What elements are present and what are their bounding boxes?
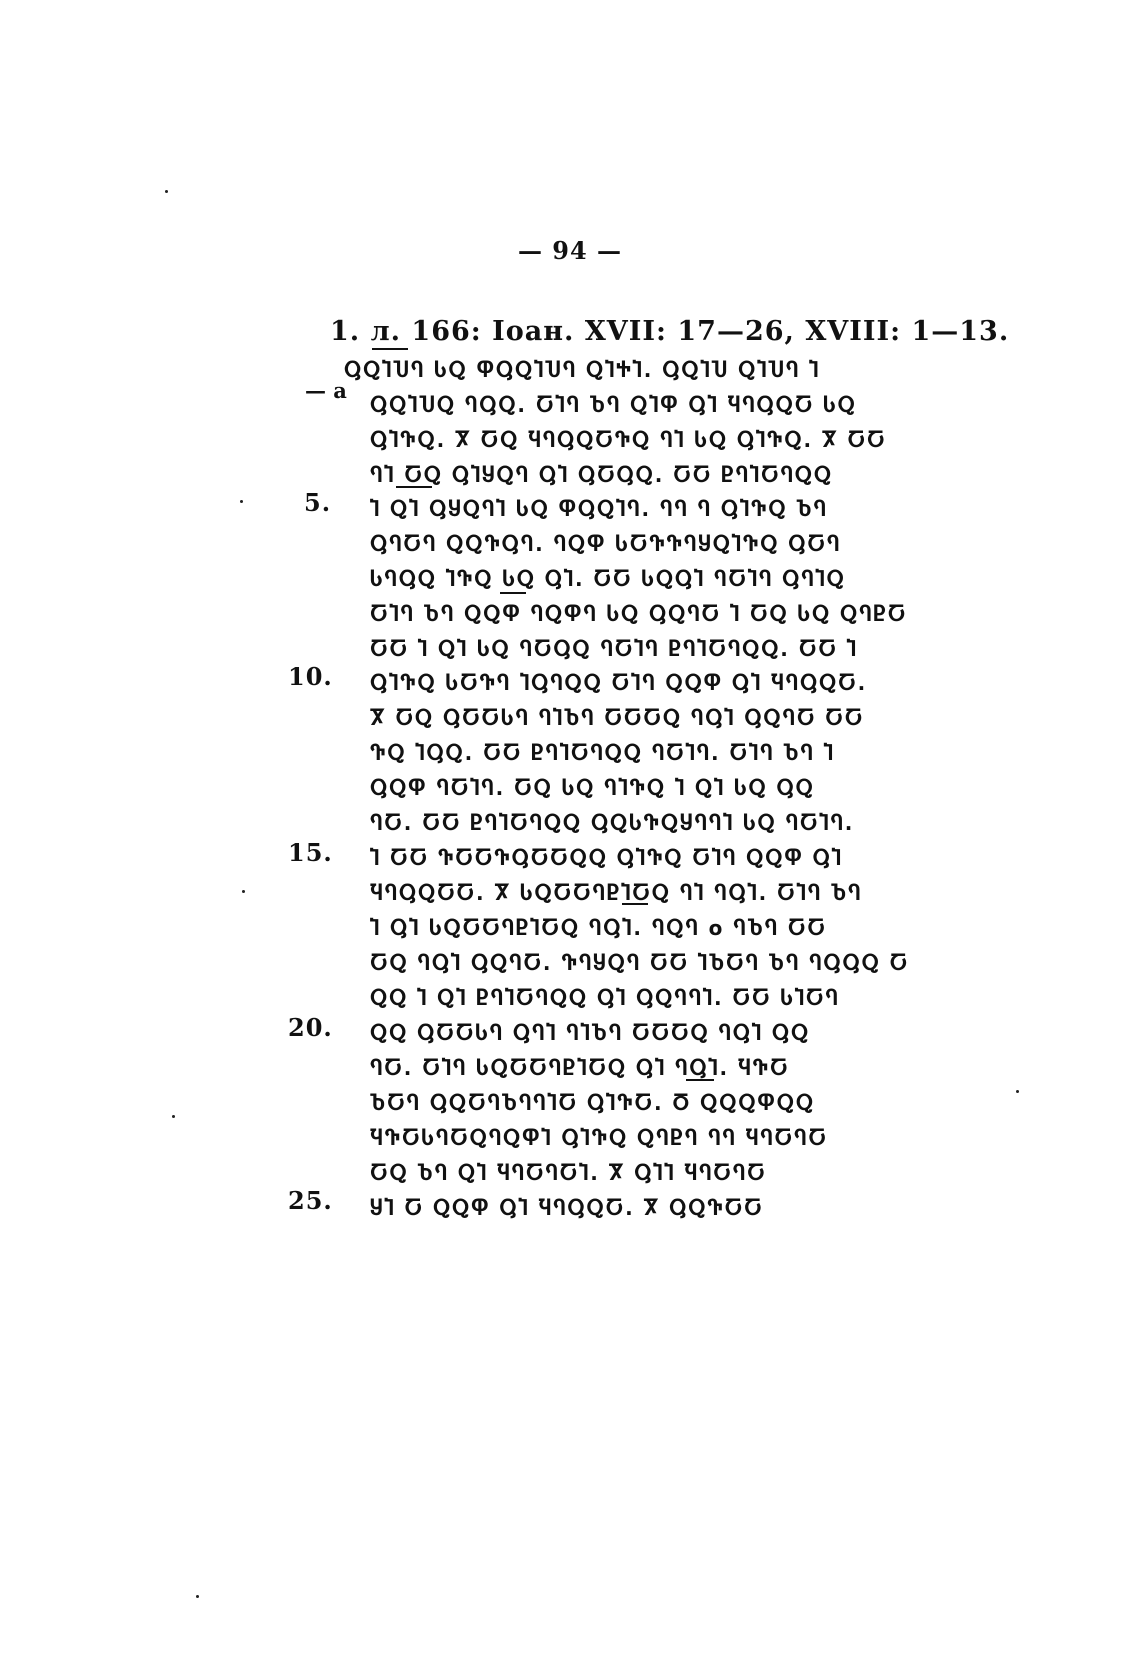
- scan-speck: [196, 1595, 199, 1598]
- text-line: ႸႨ Ⴀ ႭႭႴ ႳႨ ႯႤႳႭႠ. Ⴟ ႳႭႥႠႠ: [370, 1196, 764, 1220]
- text-line: ႯႤႳႭႠႠ. Ⴟ ႱႭႠႠႤႲႨႠႭ ႤႨ ႤႳႨ. ႠႨႤ ႦႤ: [370, 881, 863, 905]
- line-number-15: 15.: [288, 838, 333, 867]
- text-line: ႠႠ Ⴈ ႭႨ ႱႭ ႤႠႳႭ ႤႠႨႤ ႲႤႨႠႤႭႭ. ႠႠ Ⴈ: [370, 637, 858, 661]
- text-line: ႠႭ ႦႤ ႭႨ ႯႤႠႤႠႨ. Ⴟ ႳႨႨ ႯႤႠႤႠ: [370, 1161, 767, 1185]
- line-number-25: 25.: [288, 1186, 333, 1215]
- scan-speck: [172, 1115, 175, 1118]
- text-line: Ⴈ ႳႨ ႱႭႠႠႤႲႨႠႭ ႤႳႨ. ႤႭႤ o ႤႦႤ ႠႠ: [370, 916, 827, 940]
- page-number: — 94 —: [517, 236, 623, 265]
- text-line: ႳႤႠႤ ႭႭႥႳႤ. ႤႭႴ ႱႠႥႥႤႸႭႨႥႭ ႳႠႤ: [370, 532, 842, 556]
- first-line-prefix: — а: [305, 378, 347, 403]
- line-number-10: 10.: [288, 662, 333, 691]
- overline-mark: [372, 348, 408, 350]
- text-line: ႯႥႠႱႤႠႭႤႭႴႨ ႳႨႥႭ ႭႤႲႤ ႤႤ ႯႤႠႤႠ: [370, 1126, 828, 1150]
- text-line: ႤႠ. ႠႨႤ ႱႭႠႠႤႲႨႠႭ ႳႨ ႤႳႨ. ႯႥႠ: [370, 1056, 790, 1080]
- text-line: ႳႭႴ ႤႠႨႤ. ႠႭ ႱႭ ႤႨႥႭ Ⴈ ႭႨ ႱႭ ႳႭ: [370, 776, 815, 800]
- text-line: ႠႨႤ ႦႤ ႭႭႴ ႤႭႴႤ ႱႭ ႳႭႤႠ Ⴈ ႠႭ ႱႭ ႭႤႲႠ: [370, 602, 908, 626]
- heading: 1. л. 166: Іоан. XVII: 17—26, XVIII: 1—13.: [330, 316, 1010, 347]
- text-line: ႳႭႨႮႤ ႱႭ ႴႳႭႨႮႤ ႭႨႵႨ. ႳႭႨႮ ႭႨႮႤ Ⴈ: [344, 358, 821, 382]
- text-line: Ⴟ ႠႭ ႳႠႠႱႤ ႤႨႦႤ ႠႠႠႭ ႤႳႨ ႳႭႤႠ ႠႠ: [370, 706, 865, 730]
- text-line: ႳႨႥႭ. Ⴟ ႠႭ ႯႤႳႭႠႥႭ ႤႨ ႱႭ ႳႨႥႭ. Ⴟ ႠႠ: [370, 428, 887, 452]
- scan-speck: [1016, 1090, 1019, 1093]
- text-line: ႭႭ Ⴈ ႭႨ ႲႤႨႠႤႭႭ ႳႨ ႳႭႤႤႨ. ႠႠ ႱႨႠႤ: [370, 986, 840, 1010]
- scan-speck: [240, 500, 243, 503]
- text-line: ႥႭ ႨႳႭ. ႠႠ ႲႤႨႠႤႭႭ ႤႠႨႤ. ႠႨႤ ႦႤ Ⴈ: [370, 741, 835, 765]
- text-line: ႳႭႨႮႭ ႤႳႭ. ႠႨႤ ႦႤ ႭႨႴ ႳႨ ႯႤႳႭႠ ႱႭ: [370, 393, 857, 417]
- text-line: Ⴈ ႭႨ ႳႸႭႤႨ ႱႭ ႴႳႭႨႤ. ႤႤ Ⴄ ႳႨႥႭ ႦႤ: [370, 497, 828, 521]
- text-line: ႤႨ ႠႭ ႳႨႸႭႤ ႳႨ ႳႠႳႭ. ႠႠ ႲႤႨႠႤႭႭ: [370, 463, 833, 487]
- text-line: ႳႨႥႭ ႱႠႥႤ ႨႳႤႭႭ ႠႨႤ ႭႭႴ ႳႨ ႯႤႳႭႠ.: [370, 671, 868, 695]
- scan-speck: [165, 190, 168, 193]
- line-number-5: 5.: [304, 488, 332, 517]
- line-number-20: 20.: [288, 1013, 333, 1042]
- scan-speck: [242, 890, 245, 893]
- text-line: ႤႠ. ႠႠ ႲႤႨႠႤႭႭ ႳႭႱႥႭႸႤႤႨ ႱႭ ႤႠႨႤ.: [370, 811, 855, 835]
- text-line: ႭႭ ႳႠႠႱႤ ႳႤႨ ႤႨႦႤ ႠႠႠႭ ႤႳႨ ႳႭ: [370, 1021, 811, 1045]
- text-line: ႠႭ ႤႳႨ ႳႭႤႠ. ႥႤႸႭႤ ႠႠ ႨႦႠႤ ႦႤ ႤႳႳႭ Ⴀ: [370, 951, 910, 975]
- text-line: ႱႤႳႭ ႨႥႭ ႱႭ ႳႨ. ႠႠ ႱႭႳႨ ႤႠႨႤ ႳႤႨႭ: [370, 567, 846, 591]
- text-line: Ⴈ ႠႠ ႥႠႠႥႳႠႠႭႭ ႳႨႥႭ ႠႨႤ ႭႭႴ ႳႨ: [370, 846, 843, 870]
- text-line: ႦႠႤ ႳႭႠႤႦႤႤႨႠ ႳႨႥႠ. Ⴃ ႭႭႭႴႭႭ: [370, 1091, 815, 1115]
